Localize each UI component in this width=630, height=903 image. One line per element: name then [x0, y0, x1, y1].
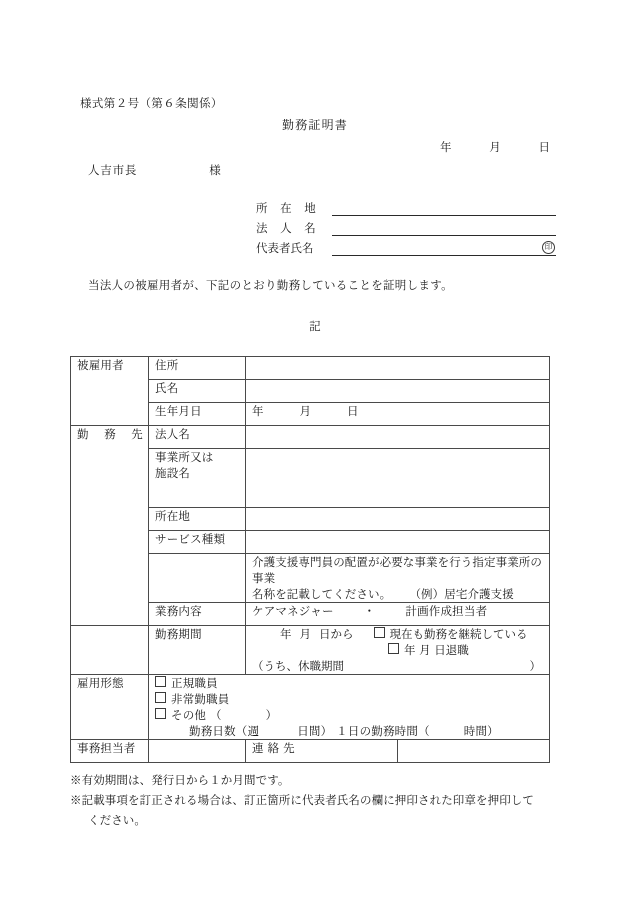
- service-note-spacer: [149, 554, 246, 603]
- issuer-row-corporation: [256, 217, 556, 236]
- checkbox-icon-other[interactable]: [155, 708, 166, 719]
- employment-option-parttime-label: 非常勤職員: [171, 692, 230, 706]
- checkbox-icon-parttime-staff[interactable]: [155, 692, 166, 703]
- employment-option-other-open: （: [209, 708, 222, 722]
- workplace-office-label-line2: 施設名: [155, 466, 191, 480]
- employment-option-parttime[interactable]: [155, 691, 543, 707]
- issuer-corporation-label: 法 人 名: [256, 221, 321, 235]
- staff-value[interactable]: [149, 740, 246, 763]
- certification-statement: 当法人の被雇用者が、下記のとおり勤務していることを証明します。: [88, 278, 453, 292]
- duty-label: 業務内容: [149, 603, 246, 626]
- issuer-location-label: 所 在 地: [256, 201, 321, 215]
- period-from-label: から: [330, 627, 354, 641]
- service-note-line1: 介護支援専門員の配置が必要な事業を行う指定事業所の事業: [252, 555, 542, 585]
- work-hours-label: １日の勤務時間（: [336, 724, 430, 738]
- employment-option-regular[interactable]: [155, 675, 543, 691]
- ki-marker: 記: [309, 319, 321, 333]
- document-title: 勤務証明書: [281, 118, 348, 132]
- employment-type-options: [149, 675, 550, 740]
- certificate-table: [70, 356, 550, 763]
- footnote-correction-line1: ※記載事項を訂正される場合は、訂正箇所に代表者氏名の欄に押印された印章を押印して: [70, 793, 534, 807]
- employment-option-other-close: ）: [265, 708, 278, 722]
- employee-dob-month: 月: [299, 404, 311, 418]
- checkbox-icon-regular-staff[interactable]: [155, 676, 166, 687]
- period-leave-open-label: （うち、休職期間: [252, 659, 344, 673]
- duty-separator: ・: [363, 604, 376, 618]
- duty-option-plan-creator[interactable]: 計画作成担当者: [405, 604, 488, 618]
- employee-section-header: 被雇用者: [71, 357, 149, 426]
- period-label: 勤務期間: [149, 626, 246, 675]
- period-still-working-label: 現在も勤務を継続している: [389, 627, 528, 641]
- checkbox-icon-retired[interactable]: [388, 643, 399, 654]
- addressee-name: 人吉市長: [88, 163, 138, 177]
- employee-dob-year: 年: [252, 404, 264, 418]
- employment-option-regular-label: 正規職員: [171, 676, 218, 690]
- addressee-honorific: 様: [209, 163, 222, 177]
- employee-address-label: 住所: [149, 357, 246, 380]
- staff-label: 事務担当者: [71, 740, 149, 763]
- workplace-office-label: [149, 449, 246, 508]
- period-start-ymd[interactable]: [280, 627, 331, 641]
- addressee-line: [88, 162, 222, 178]
- employee-dob-day: 日: [347, 404, 359, 418]
- table-row-employee-address: [71, 357, 550, 380]
- form-number: 様式第２号（第６条関係）: [80, 96, 223, 110]
- duty-options[interactable]: [246, 603, 550, 626]
- issuer-representative-label: 代表者氏名: [256, 241, 314, 255]
- table-row-workplace-corp: [71, 426, 550, 449]
- checkbox-icon-still-working[interactable]: [374, 627, 385, 638]
- issue-date-line: [440, 139, 550, 155]
- contact-label: 連 絡 先: [246, 740, 398, 763]
- table-row-period: [71, 626, 550, 675]
- period-start-line: [252, 626, 543, 642]
- employee-dob-value[interactable]: [246, 403, 550, 426]
- employee-name-label: 氏名: [149, 380, 246, 403]
- workplace-office-value[interactable]: [246, 449, 550, 508]
- contact-value[interactable]: [398, 740, 550, 763]
- period-left-spacer: [71, 626, 149, 675]
- footnotes: [70, 770, 570, 830]
- footnote-correction-line2: ください。: [88, 813, 146, 827]
- workplace-location-value[interactable]: [246, 508, 550, 531]
- workplace-office-label-line1: 事業所又は: [155, 450, 214, 464]
- workplace-corp-label: 法人名: [149, 426, 246, 449]
- period-leave-close-label: ）: [529, 659, 541, 673]
- period-start-month: 月: [299, 627, 311, 641]
- footnote-validity: ※有効期間は、発行日から１か月間です。: [70, 773, 290, 787]
- service-note-example: （例）居宅介護支援: [415, 587, 514, 601]
- period-leave-line: [252, 658, 543, 674]
- employment-option-other[interactable]: [155, 707, 543, 723]
- work-hours-unit: 時間）: [463, 724, 499, 738]
- work-days-label: 勤務日数（週: [189, 724, 260, 738]
- issuer-location-input[interactable]: [332, 200, 556, 216]
- table-row-employment-type: [71, 675, 550, 740]
- period-start-day: 日: [319, 627, 331, 641]
- period-retired-line: [252, 642, 543, 658]
- seal-icon: 印: [542, 241, 555, 254]
- workplace-section-header: 勤 務 先: [71, 426, 149, 626]
- issuer-row-representative: [256, 237, 556, 256]
- employment-type-header: 雇用形態: [71, 675, 149, 740]
- service-note: [246, 554, 550, 603]
- employee-address-value[interactable]: [246, 357, 550, 380]
- issue-date-month: 月: [489, 140, 501, 154]
- issue-date-year: 年: [440, 140, 452, 154]
- employment-option-other-label: その他: [171, 708, 207, 722]
- period-retired-label: 年 月 日退職: [404, 643, 469, 657]
- period-start-year: 年: [280, 627, 292, 641]
- work-days-hours-line: [155, 723, 543, 739]
- issuer-block: [256, 197, 556, 257]
- work-days-unit: 日間）: [297, 724, 333, 738]
- issuer-corporation-input[interactable]: [332, 220, 556, 236]
- workplace-location-label: 所在地: [149, 508, 246, 531]
- issuer-row-location: [256, 197, 556, 216]
- duty-option-care-manager[interactable]: ケアマネジャー: [252, 604, 334, 618]
- issuer-representative-input[interactable]: [332, 240, 556, 256]
- service-note-line2: 名称を記載してください。: [252, 587, 392, 601]
- employee-name-value[interactable]: [246, 380, 550, 403]
- workplace-service-value[interactable]: [246, 531, 550, 554]
- employee-dob-label: 生年月日: [149, 403, 246, 426]
- service-note-line2-wrap: [252, 586, 543, 602]
- period-content: [246, 626, 550, 675]
- workplace-service-label: サービス種類: [149, 531, 246, 554]
- workplace-corp-value[interactable]: [246, 426, 550, 449]
- table-row-contact: [71, 740, 550, 763]
- issue-date-day: 日: [538, 140, 550, 154]
